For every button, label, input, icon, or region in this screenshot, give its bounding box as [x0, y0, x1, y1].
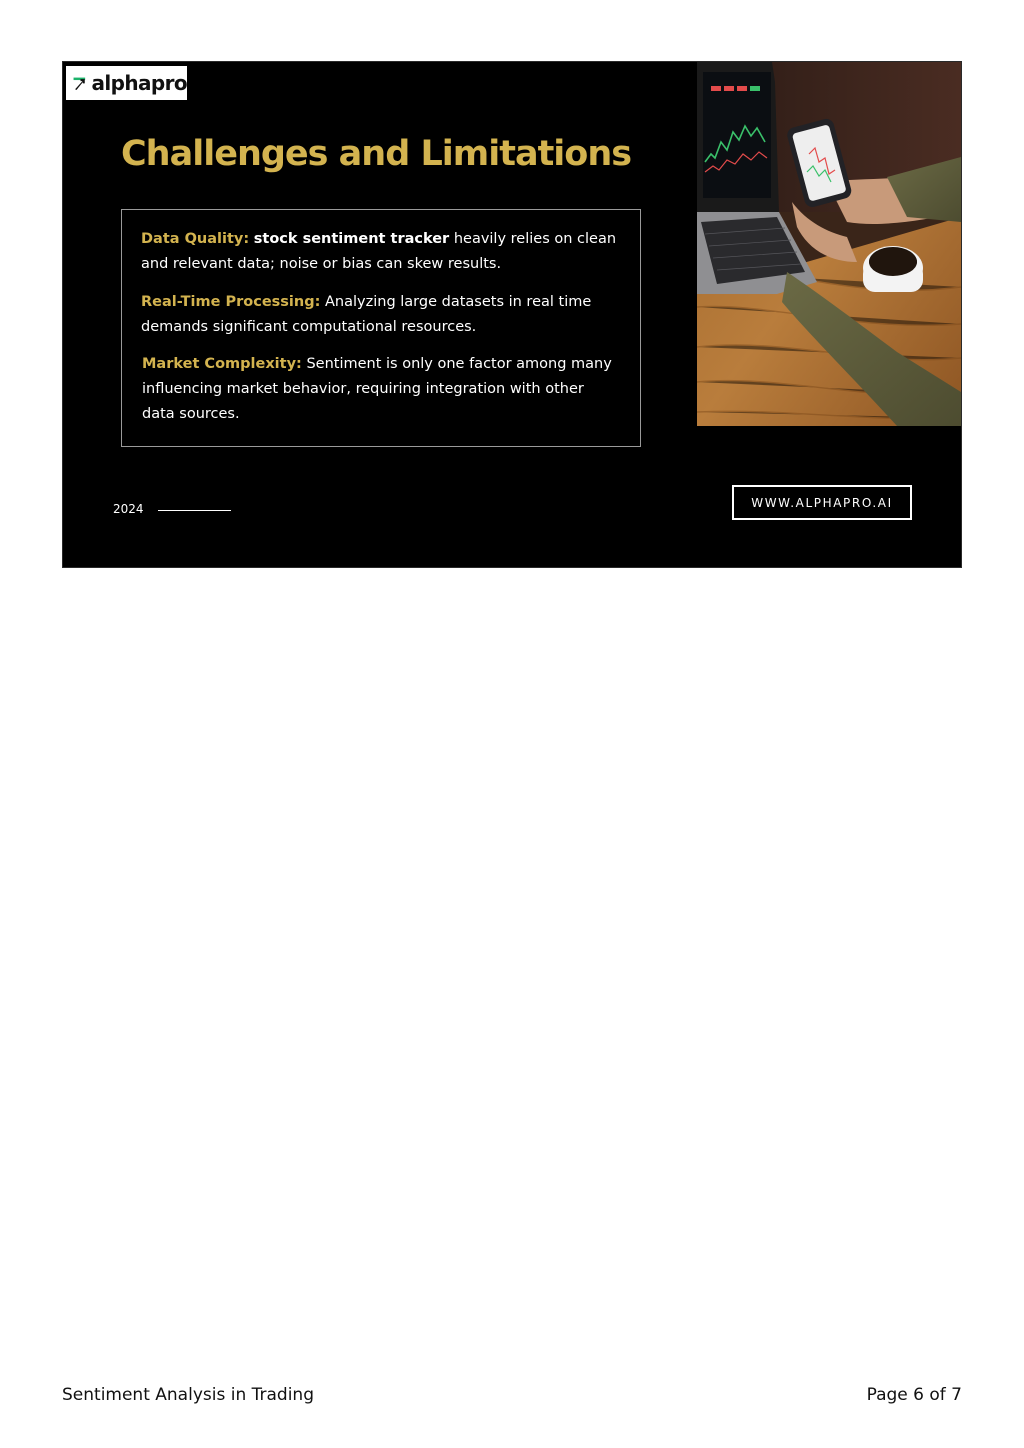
point-label: Market Complexity:	[142, 356, 302, 372]
point-real-time-processing	[141, 290, 619, 340]
document-title: Sentiment Analysis in Trading	[62, 1385, 314, 1405]
brand-logo	[66, 66, 187, 100]
point-emphasis: stock sentiment tracker	[253, 231, 450, 247]
brand-name: alphapro	[91, 71, 187, 95]
slide-title: Challenges and Limitations	[121, 134, 632, 174]
point-label: Real-Time Processing:	[141, 294, 321, 310]
trading-laptop-photo	[697, 62, 961, 426]
point-label: Data Quality:	[141, 231, 250, 247]
page-number: Page 6 of 7	[866, 1385, 962, 1405]
website-link[interactable]: WWW.ALPHAPRO.AI	[732, 485, 912, 520]
challenges-panel	[121, 209, 641, 447]
point-text: heavily relies on clean and relevant data; noise or bias can skew results.	[141, 231, 617, 272]
point-market-complexity	[142, 352, 620, 427]
slide-year: 2024	[113, 502, 144, 516]
year-divider	[158, 510, 231, 511]
point-text: Analyzing large datasets in real time demands significant computational resources.	[141, 294, 592, 335]
alphapro-logo-icon	[72, 73, 87, 93]
point-data-quality	[141, 227, 619, 277]
point-text: Sentiment is only one factor among many influencing market behavior, requiring integration with other data sources.	[142, 356, 612, 422]
slide	[62, 61, 962, 568]
